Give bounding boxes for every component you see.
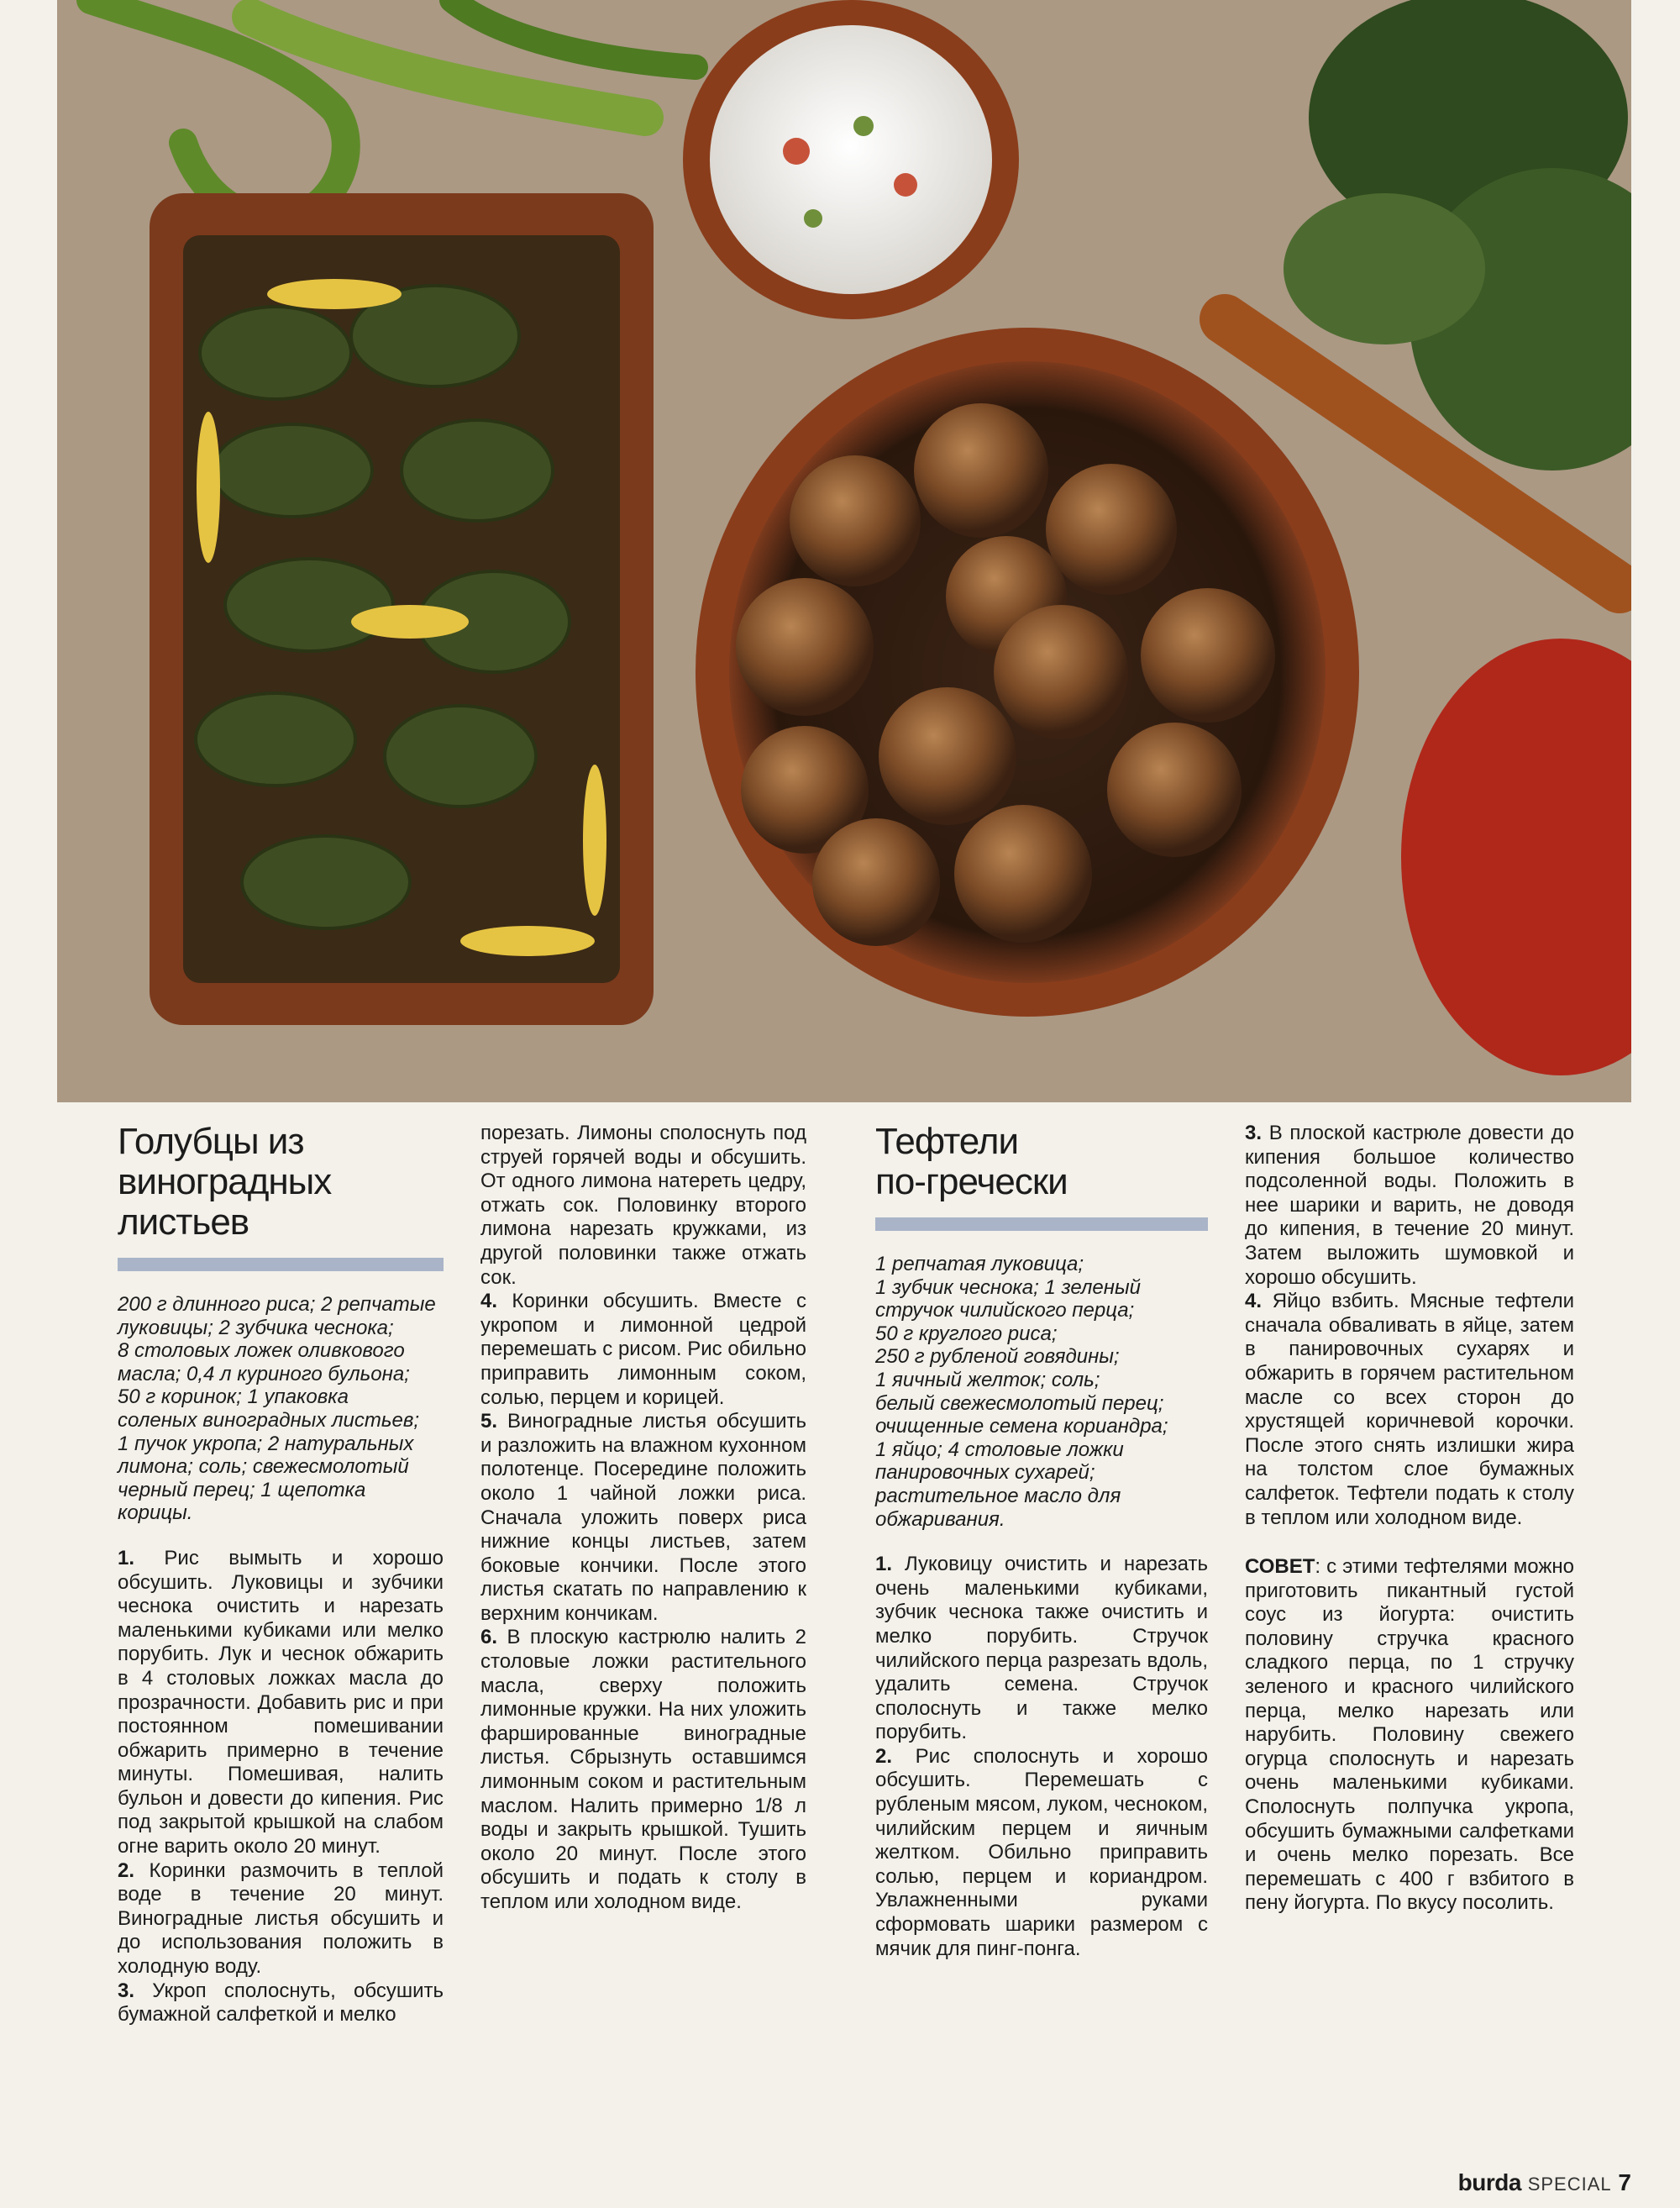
ingredient-line: панировочных сухарей; xyxy=(875,1461,1095,1485)
step-text: В плоскую кастрюлю налить 2 столовые ложки растительного масла, сверху положить лимонные кружки. На них уложить фаршированные виноградные листья. Сбрызнуть оставшимся лимонным соком и растительным маслом. Налить примерно 1/8 л воды и закрыть крышкой. Тушить около 20 минут. После этого обсушить и подать к столу в теплом или холодном виде. xyxy=(480,1626,806,1913)
ingredient-line: белый свежесмолотый перец; xyxy=(875,1391,1164,1415)
recipe2-step-2 xyxy=(875,1745,1208,1961)
ingredient-line: 50 г круглого риса; xyxy=(875,1322,1058,1345)
ingredient-line: растительное масло для xyxy=(875,1484,1121,1507)
recipe1-step-2 xyxy=(118,1859,444,1979)
ingredient-line: 250 г рубленой говядины; xyxy=(875,1345,1120,1369)
recipe1-title-line2: виноградных листьев xyxy=(118,1161,332,1243)
ingredient-line: 200 г длинного риса; 2 репчатые xyxy=(118,1293,436,1316)
recipe1-ingredients xyxy=(118,1293,444,1525)
step-text: Яйцо взбить. Мясные тефтели сначала обваливать в яйце, затем в панировочных сухарях и обжарить в горячем растительном масле со всех сторон до хрустящей коричневой корочки. После этого снять излишки жира на толстом слое бумажных салфеток. Тефтели подать к столу в теплом или холодном виде. xyxy=(1245,1290,1574,1529)
ingredient-line: лимона; соль; свежесмолотый xyxy=(118,1455,409,1479)
step-number: 5. xyxy=(480,1410,498,1433)
recipe1-step-3-continued: порезать. Лимоны сполоснуть под струей горячей воды и обсушить. От одного лимона натереть цедру, отжать сок. Половинку второго лимона нарезать кружками, из другой половинки также отжать сок. xyxy=(480,1122,806,1289)
step-text: Укроп сполоснуть, обсушить бумажной салфеткой и мелко xyxy=(118,1979,444,2027)
ingredient-line: 1 яичный желток; соль; xyxy=(875,1368,1100,1391)
step-number: 1. xyxy=(118,1546,135,1569)
ingredient-line: очищенные семена кориандра; xyxy=(875,1415,1168,1438)
step-text: Луковицу очистить и нарезать очень маленькими кубиками, зубчик чеснока также очистить и мелко порубить. Стручок чилийского перца разрезать вдоль, удалить семена. Стручок сполоснуть и также мелко порубить. xyxy=(875,1553,1208,1744)
recipe1-step-5 xyxy=(480,1410,806,1626)
ingredient-line: 1 зубчик чеснока; 1 зеленый xyxy=(875,1275,1141,1299)
tip-text: : с этими тефтелями можно приготовить пикантный густой соус из йогурта: очистить половину стручка красного сладкого перца, по 1 стручку зеленого и красного чилийского перца, мелко нарезать или нарубить. Половину свежего огурца сполоснуть и нарезать очень маленькими кубиками. Сполоснуть полпучка укропа, обсушить бумажными салфетками и очень мелко порезать. Все перемешать с 400 г взбитого в пену йогурта. По вкусу посолить. xyxy=(1245,1555,1574,1915)
recipe1-accent-rule xyxy=(118,1258,444,1271)
column-3 xyxy=(875,1122,1208,1961)
recipe2-title-line2: по-гречески xyxy=(875,1161,1068,1202)
column-2 xyxy=(480,1122,806,1915)
step-text: Рис вымыть и хорошо обсушить. Луковицы и зубчики чеснока очистить и нарезать маленькими кубиками или мелко порубить. Лук и чеснок обжарить в 4 столовых ложках масла до прозрачности. Добавить рис и при постоянном помешивании обжарить примерно в течение минуты. Помешивая, налить бульон и довести до кипения. Рис под закрытой крышкой на слабом огне варить около 20 минут. xyxy=(118,1546,444,1858)
recipe1-step-6 xyxy=(480,1626,806,1914)
step-number: 1. xyxy=(875,1553,893,1576)
page-footer xyxy=(1458,2169,1631,2198)
step-number: 6. xyxy=(480,1626,498,1649)
step-text: Коринки размочить в теплой воде в течение 20 минут. Виноградные листья обсушить и до использования положить в холодную воду. xyxy=(118,1858,444,1979)
step-text: В плоской кастрюле довести до кипения большое количество подсоленной воды. Положить в нее шарики и варить, не доводя до кипения, в течение 20 минут. Затем выложить шумовкой и хорошо обсушить. xyxy=(1245,1122,1574,1289)
step-text: Виноградные листья обсушить и разложить на влажном кухонном полотенце. Посередине положить около 1 чайной ложки риса. Сначала уложить поверх риса нижние концы листьев, затем боковые кончики. После этого листья скатать по направлению к верхним кончикам. xyxy=(480,1410,807,1625)
column-1 xyxy=(118,1122,444,2027)
recipe1-step-3 xyxy=(118,1979,444,2027)
ingredient-line: 1 репчатая луковица; xyxy=(875,1253,1084,1275)
ingredient-line: обжаривания. xyxy=(875,1507,1005,1531)
step-number: 2. xyxy=(118,1858,135,1882)
recipe1-step-1 xyxy=(118,1547,444,1859)
step-number: 4. xyxy=(1245,1290,1263,1313)
brand-special-label: SPECIAL xyxy=(1527,2174,1612,2195)
recipe2-title xyxy=(875,1122,1208,1202)
ingredient-line: 8 столовых ложек оливкового xyxy=(118,1339,405,1363)
ingredient-line: 50 г коринок; 1 упаковка xyxy=(118,1385,349,1409)
step-text: Рис сполоснуть и хорошо обсушить. Перемешать с рубленым мясом, луком, чесноком, чилийским перцем и яичным желтком. Обильно приправить солью, перцем и кориандром. Увлажненными руками сформовать шарики размером с мячик для пинг-понга. xyxy=(875,1744,1208,1960)
step-text: Коринки обсушить. Вместе с укропом и лимонной цедрой перемешать с рисом. Рис обильно приправить лимонным соком, солью, перцем и корицей. xyxy=(480,1290,806,1409)
recipe2-title-line1: Тефтели xyxy=(875,1121,1019,1162)
recipe2-tip xyxy=(1245,1555,1574,1916)
food-photo xyxy=(57,0,1631,1102)
ingredient-line: масла; 0,4 л куриного бульона; xyxy=(118,1362,410,1385)
ingredient-line: стручок чилийского перца; xyxy=(875,1299,1135,1322)
ingredient-line: луковицы; 2 зубчика чеснока; xyxy=(118,1316,394,1339)
food-photo-illustration xyxy=(57,0,1631,1102)
step-number: 3. xyxy=(118,1979,135,2002)
ingredient-line: черный перец; 1 щепотка корицы. xyxy=(118,1478,366,1525)
tip-label: СОВЕТ xyxy=(1245,1555,1315,1579)
step-number: 4. xyxy=(480,1290,498,1313)
recipe2-step-4 xyxy=(1245,1290,1574,1530)
recipe1-title-line1: Голубцы из xyxy=(118,1121,304,1162)
ingredient-line: 1 яйцо; 4 столовые ложки xyxy=(875,1438,1124,1461)
step-number: 3. xyxy=(1245,1122,1263,1144)
recipe1-step-4 xyxy=(480,1290,806,1410)
brand-logo-text: burda xyxy=(1457,2169,1521,2195)
recipe1-title xyxy=(118,1122,444,1243)
column-4 xyxy=(1245,1122,1574,1916)
recipe2-ingredients xyxy=(875,1253,1208,1531)
page-number: 7 xyxy=(1618,2169,1631,2195)
recipe2-step-3 xyxy=(1245,1122,1574,1290)
step-number: 2. xyxy=(875,1744,893,1768)
ingredient-line: 1 пучок укропа; 2 натуральных xyxy=(118,1432,414,1455)
ingredient-line: соленых виноградных листьев; xyxy=(118,1408,420,1432)
recipe2-step-1 xyxy=(875,1553,1208,1745)
recipe2-accent-rule xyxy=(875,1217,1208,1231)
